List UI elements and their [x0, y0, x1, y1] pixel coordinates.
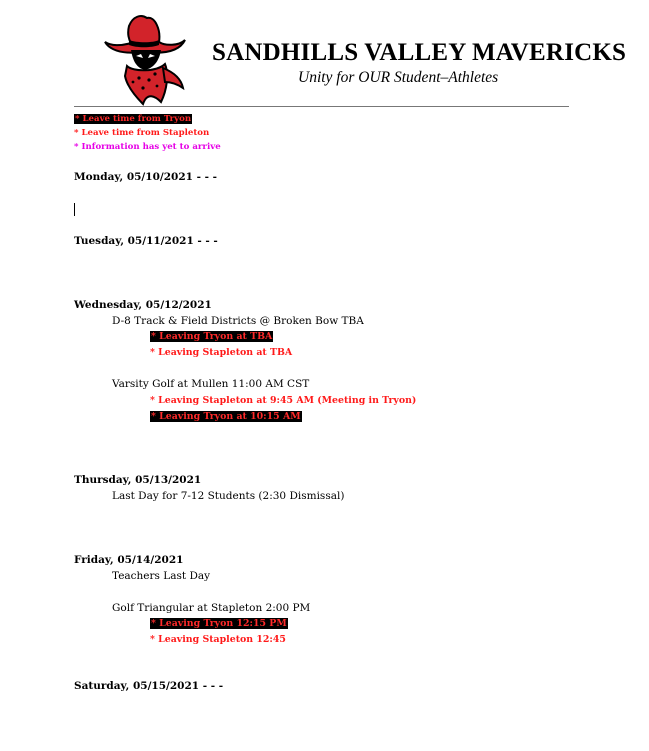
stapleton-leave-note: * Leaving Stapleton 12:45: [150, 634, 286, 645]
day-heading-wednesday: Wednesday, 05/12/2021: [74, 299, 212, 311]
legend-stapleton: * Leave time from Stapleton: [74, 128, 210, 138]
organization-name: SANDHILLS VALLEY MAVERICKS: [212, 39, 627, 66]
day-heading-friday: Friday, 05/14/2021: [74, 554, 184, 566]
legend-pending: * Information has yet to arrive: [74, 142, 221, 152]
event-title: Teachers Last Day: [112, 570, 211, 582]
stapleton-leave-note: * Leaving Stapleton at 9:45 AM (Meeting in Tryon): [150, 395, 417, 406]
stapleton-leave-note: * Leaving Stapleton at TBA: [150, 347, 293, 358]
tryon-leave-note: * Leaving Tryon at 10:15 AM: [151, 411, 301, 422]
day-heading-monday: Monday, 05/10/2021 - - -: [74, 171, 217, 183]
organization-tagline: Unity for OUR Student–Athletes: [298, 69, 499, 86]
event-title: D-8 Track & Field Districts @ Broken Bow TBA: [112, 315, 364, 327]
day-heading-tuesday: Tuesday, 05/11/2021 - - -: [74, 235, 218, 247]
day-heading-thursday: Thursday, 05/13/2021: [74, 474, 202, 486]
event-title: Golf Triangular at Stapleton 2:00 PM: [112, 602, 311, 614]
maverick-cowboy-logo-icon: [103, 12, 187, 108]
event-title: Varsity Golf at Mullen 11:00 AM CST: [112, 378, 310, 390]
letterhead: [0, 0, 649, 110]
legend-tryon: * Leave time from Tryon: [75, 114, 192, 124]
tryon-leave-note: * Leaving Tryon 12:15 PM: [151, 618, 287, 629]
text-cursor: [74, 203, 75, 216]
tryon-leave-note: * Leaving Tryon at TBA: [151, 331, 273, 342]
color-legend: [74, 112, 221, 154]
event-title: Last Day for 7-12 Students (2:30 Dismissal): [112, 490, 345, 502]
header-divider: [74, 106, 569, 107]
day-heading-saturday: Saturday, 05/15/2021 - - -: [74, 680, 224, 692]
